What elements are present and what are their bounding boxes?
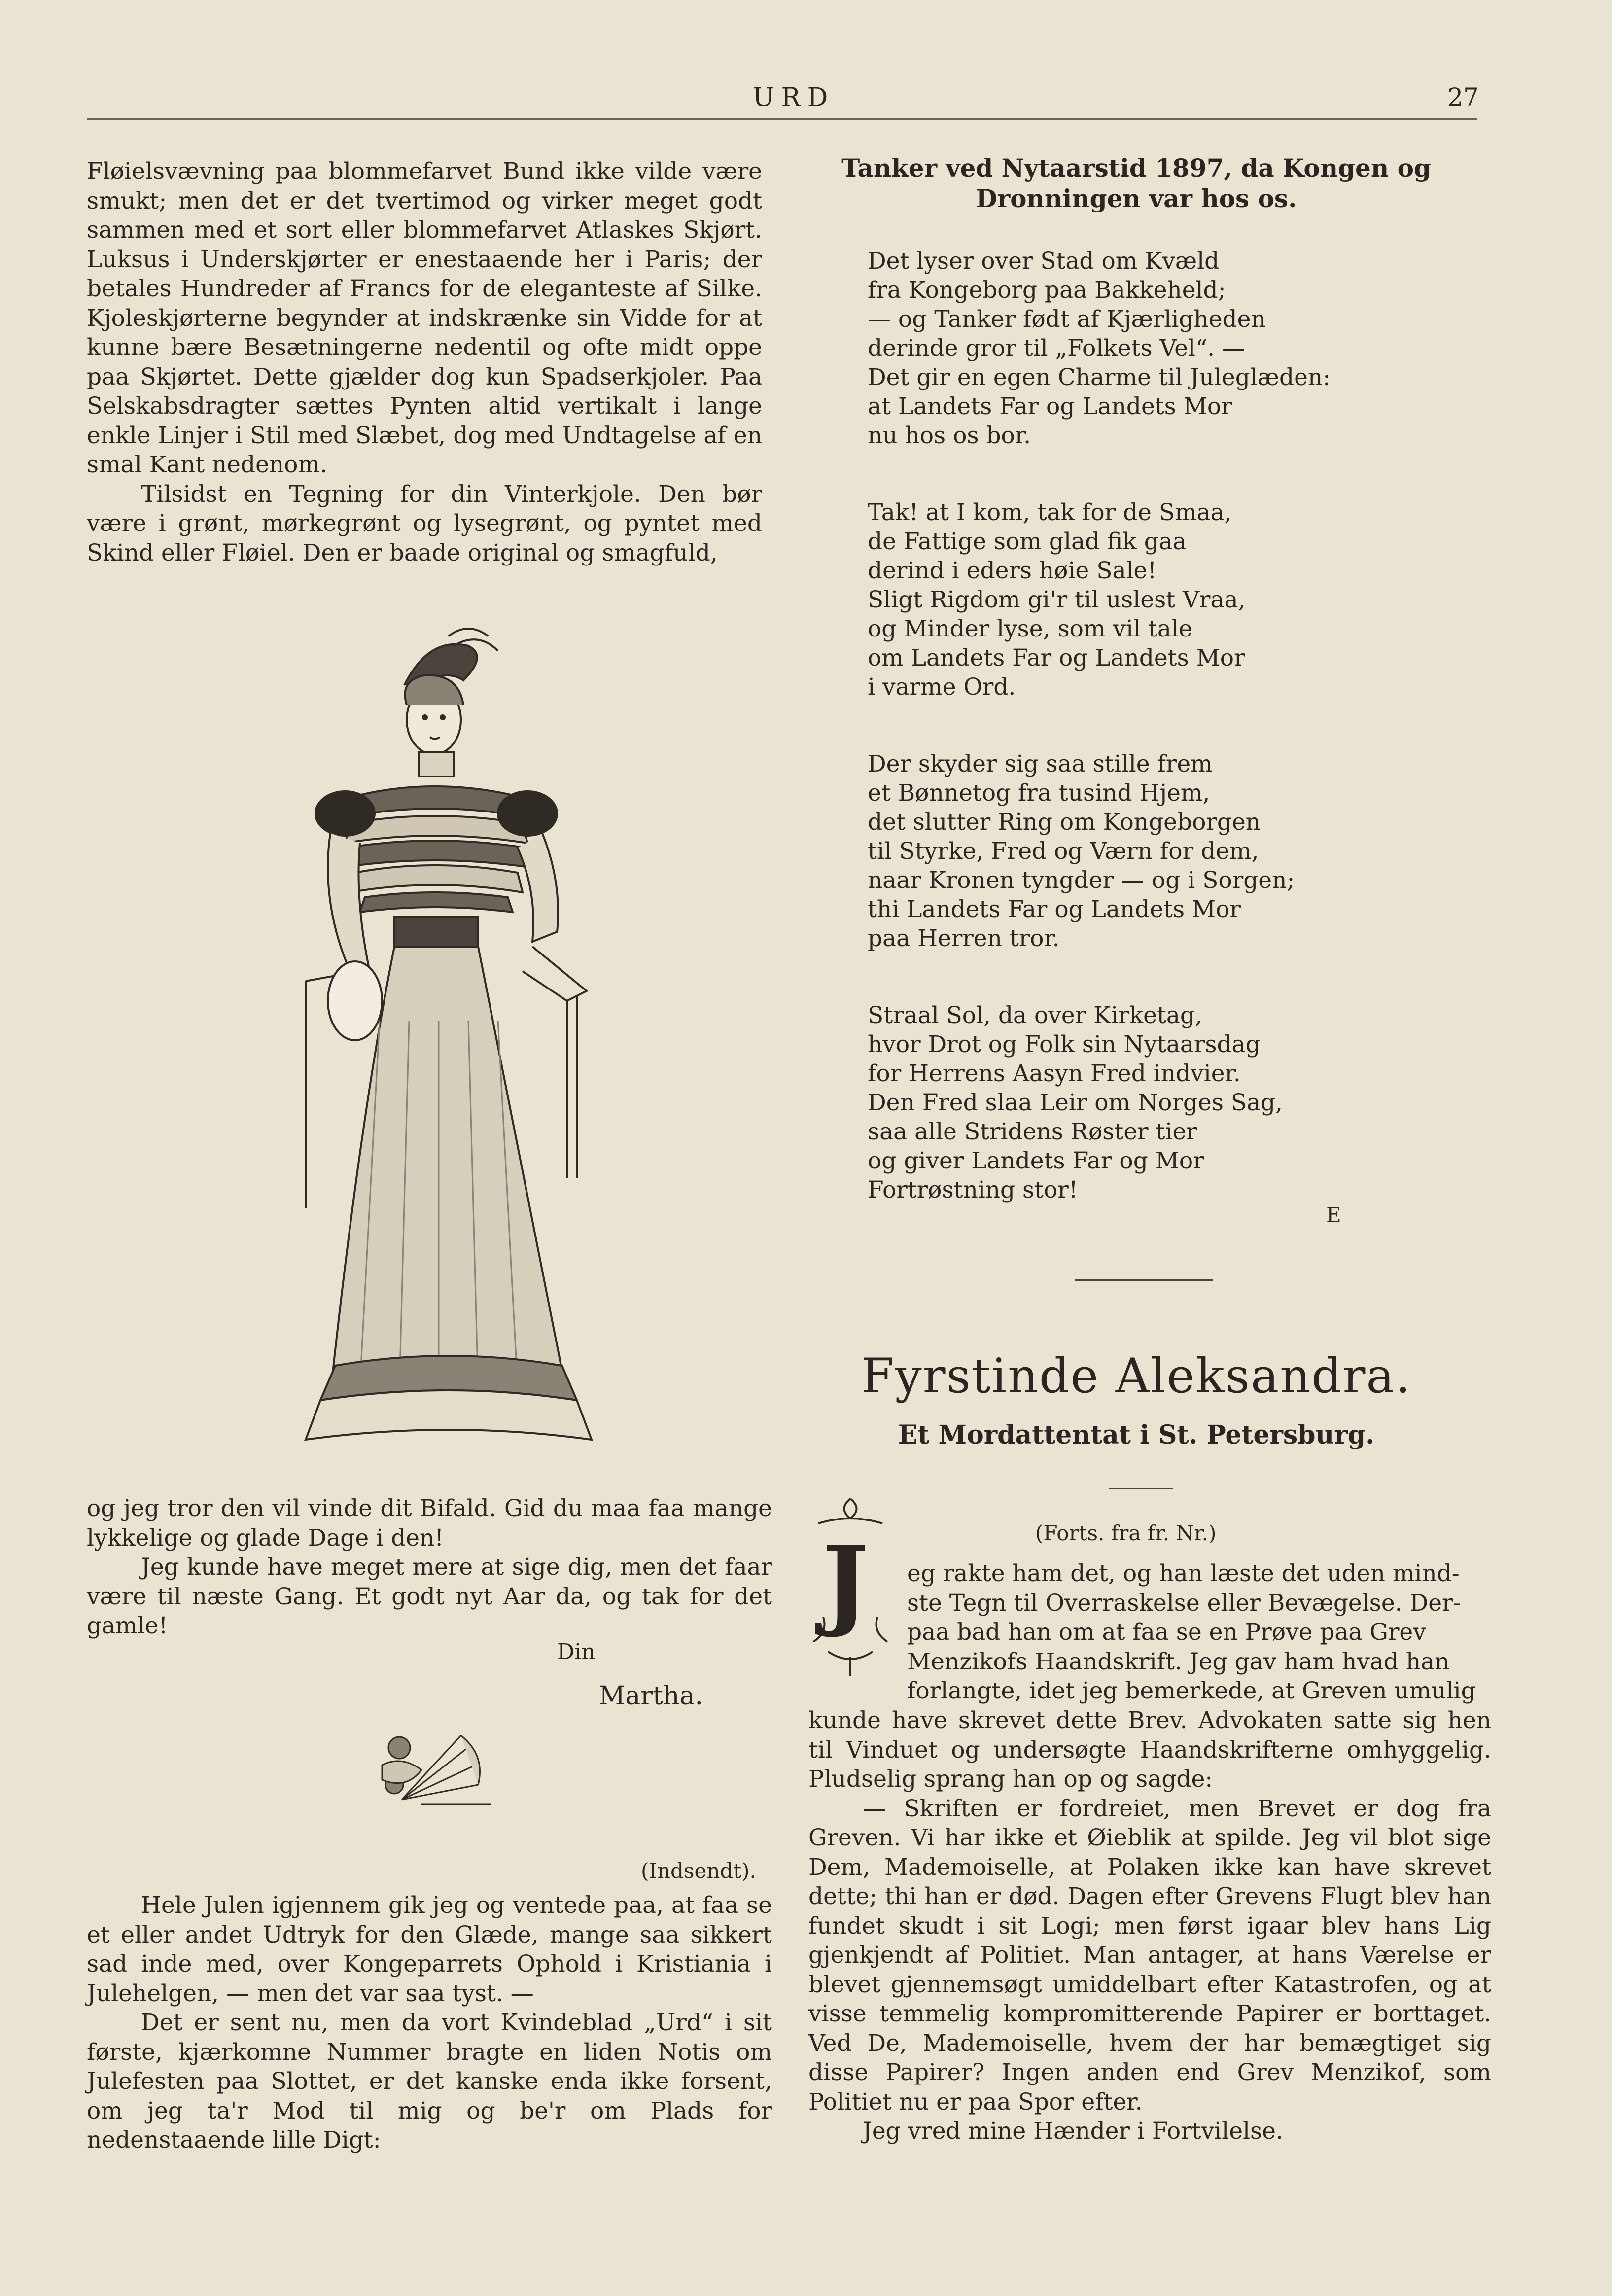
text-line: paa bad han om at faa se en Prøve paa Grev xyxy=(907,1619,1426,1646)
drop-cap-letter: J xyxy=(822,1524,869,1640)
paragraph: Jeg vred mine Hænder i Fortvilelse. xyxy=(863,2118,1283,2145)
left-column-top xyxy=(87,157,762,567)
page-number: 27 xyxy=(1447,83,1479,111)
text-line: ste Tegn til Overraskelse eller Bevægelse. Der- xyxy=(907,1589,1461,1617)
poem-stanza: Det lyser over Stad om Kvæld fra Kongeborg paa Bakkeheld; — og Tanker født af Kjærligheden derinde gror til „Folkets Vel“. — Det gir en egen Charme til Juleglæden: at Landets Far og Landets Mor nu hos os bor. xyxy=(868,247,1331,449)
article-divider xyxy=(1109,1488,1173,1489)
text-line: Menzikofs Haandskrift. Jeg gav ham hvad han xyxy=(907,1648,1450,1675)
paragraph: og jeg tror den vil vinde dit Bifald. Gid du maa faa mange lykkelige og glade Dage i den! xyxy=(87,1495,772,1552)
paragraph: Fløielsvævning paa blommefarvet Bund ikke vilde være smukt; men det er det tvertimod og virker meget godt sammen med et sort eller blommefarvet Atlaskes Skjørt. Luksus i Underskjørter er enestaaende her i Paris; der betales Hundreder af Francs for de eleganteste af Silke. Kjoleskjørterne begynder at indskrænke sin Vidde for at kunne bære Besætningerne nedentil og ofte midt oppe paa Skjørtet. Dette gjælder dog kun Spadserkjoler. Paa Selskabsdragter sættes Pynten altid vertikalt i lange enkle Linjer i Stil med Slæbet, dog med Undtagelse af en smal Kant nedenom. xyxy=(87,158,762,478)
text-line: eg rakte ham det, og han læste det uden mind- xyxy=(907,1560,1460,1587)
text-line: forlangte, idet jeg bemerkede, at Greven umulig xyxy=(907,1677,1476,1704)
article-body xyxy=(808,1706,1491,2146)
poem-stanza: Straal Sol, da over Kirketag, hvor Drot og Folk sin Nytaarsdag for Herrens Aasyn Fred indvier. Den Fred slaa Leir om Norges Sag, saa alle Stridens Røster tier og giver Landets Far og Mor Fortrøstning stor! xyxy=(868,1002,1283,1203)
fan-ornament xyxy=(372,1716,495,1814)
poem-title: Tanker ved Nytaarstid 1897, da Kongen og Dronningen var hos os. xyxy=(841,153,1431,213)
left-column-bottom xyxy=(87,1494,772,1641)
poem-stanza: Der skyder sig saa stille frem et Bønnetog fra tusind Hjem, det slutter Ring om Kongeborgen til Styrke, Fred og Værn for dem, naar Kronen tyngder — og i Sorgen; thi Landets Far og Landets Mor paa Herren tror. xyxy=(868,750,1295,952)
page-header-title: URD xyxy=(752,83,835,112)
header-rule xyxy=(87,118,1477,120)
article-opening-lines xyxy=(907,1559,1491,1706)
letter-signature: Martha. xyxy=(599,1681,703,1711)
indsendt-label: (Indsendt). xyxy=(641,1859,756,1883)
paragraph: Jeg kunde have meget mere at sige dig, men det faar være til næste Gang. Et godt nyt Aar da, og tak for det gamle! xyxy=(87,1554,772,1639)
article-title: Fyrstinde Aleksandra. xyxy=(861,1348,1412,1404)
continued-note: (Forts. fra fr. Nr.) xyxy=(1035,1521,1217,1545)
paragraph: Det er sent nu, men da vort Kvindeblad „Urd“ i sit første, kjærkomne Nummer bragte en liden Notis om Julefesten paa Slottet, er det kanske enda ikke forsent, om jeg ta'r Mod til mig og be'r om Plads for nedenstaaende lille Digt: xyxy=(87,2009,772,2154)
dress-illustration xyxy=(301,626,596,1459)
paragraph: kunde have skrevet dette Brev. Advokaten satte sig hen til Vinduet og undersøgte Haandskrifterne omhyggelig. Pludselig sprang han op og sagde: xyxy=(808,1707,1491,1793)
paragraph: Tilsidst en Tegning for din Vinterkjole. Den bør være i grønt, mørkegrønt og lysegrønt, og pyntet med Skind eller Fløiel. Den er baade original og smagfuld, xyxy=(87,480,762,566)
article-subtitle: Et Mordattentat i St. Petersburg. xyxy=(898,1420,1375,1450)
section-divider xyxy=(1075,1279,1213,1281)
indsendt-text xyxy=(87,1891,772,2155)
paragraph: Hele Julen igjennem gik jeg og ventede paa, at faa se et eller andet Udtryk for den Glæde, mange saa sikkert sad inde med, over Kongeparrets Ophold i Kristiania i Julehelgen, — men det var saa tyst. — xyxy=(87,1892,772,2007)
letter-closing: Din xyxy=(557,1639,596,1664)
poem-stanza: Tak! at I kom, tak for de Smaa, de Fattige som glad fik gaa derind i eders høie Sale! Sligt Rigdom gi'r til uslest Vraa, og Minder lyse, som vil tale om Landets Far og Landets Mor i varme Ord. xyxy=(868,499,1246,701)
poem-signature: E xyxy=(1326,1203,1341,1227)
paragraph: — Skriften er fordreiet, men Brevet er dog fra Greven. Vi har ikke et Øieblik at spilde. Jeg vil blot sige Dem, Mademoiselle, at Polaken ikke kan have skrevet dette; thi han er død. Dagen efter Grevens Flugt blev han fundet skudt i sit Logi; men først igaar blev hans Lig gjenkjendt af Politiet. Man antager, at hans Værelse er blevet gjennemsøgt umiddelbart efter Katastrofen, og at visse temmelig kompromitterende Papirer er borttaget. Ved De, Mademoiselle, hvem der har bemægtiget sig disse Papirer? Ingen anden end Grev Menzikof, som Politiet nu er paa Spor efter. xyxy=(808,1795,1491,2116)
drop-cap xyxy=(808,1494,892,1681)
